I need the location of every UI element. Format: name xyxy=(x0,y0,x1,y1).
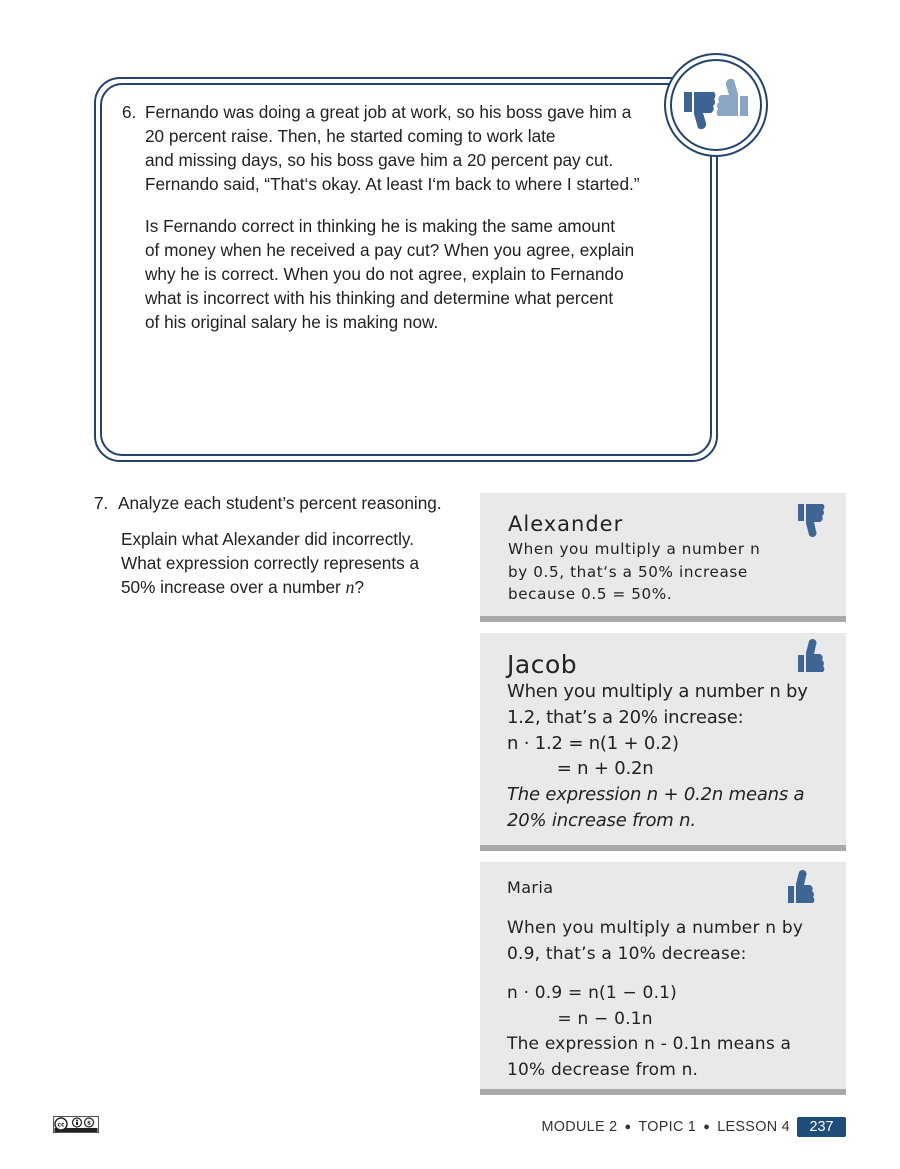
problem-6-paragraph-2 xyxy=(145,214,662,334)
text-line: Fernando was doing a great job at work, so his boss gave him a xyxy=(145,102,632,122)
text-line: by 0.5, that‘s a 50% increase xyxy=(508,562,748,581)
thumbs-up-icon xyxy=(796,639,832,675)
problem-7-heading: Analyze each student’s percent reasoning. xyxy=(118,493,442,513)
student-reasoning xyxy=(507,679,808,834)
module-label: MODULE 2 xyxy=(541,1119,618,1135)
problem-7-text xyxy=(94,491,464,599)
text-line: 0.9, that’s a 10% decrease: xyxy=(507,943,747,964)
text-line: The expression n - 0.1n means a xyxy=(507,1034,792,1054)
text-line: What expression correctly represents a xyxy=(121,553,420,573)
thumbs-down-icon xyxy=(796,503,832,539)
prompt-text: 50% increase over a number xyxy=(121,577,346,597)
bullet-separator: ● xyxy=(703,1121,711,1133)
text-line: 20% increase from n. xyxy=(507,809,696,831)
creative-commons-license-logo xyxy=(53,1116,99,1133)
text-line: When you multiply a number n xyxy=(508,540,761,558)
svg-text:$: $ xyxy=(87,1120,91,1127)
footer-breadcrumb xyxy=(541,1117,790,1137)
text-line: 1.2, that’s a 20% increase: xyxy=(507,706,744,728)
text-line: n · 0.9 = n(1 − 0.1) xyxy=(507,983,678,1003)
student-reasoning xyxy=(507,916,803,1083)
text-line: of money when he received a pay cut? When you agree, explain xyxy=(145,240,635,260)
svg-text:cc: cc xyxy=(57,1121,65,1129)
text-line: n · 1.2 = n(1 + 0.2) xyxy=(507,732,679,754)
text-line: why he is correct. When you do not agree, explain to Fernando xyxy=(145,264,624,284)
student-reasoning xyxy=(508,538,760,606)
text-line: because 0.5 = 50%. xyxy=(508,585,673,603)
text-line: The expression n + 0.2n means a xyxy=(507,784,805,806)
student-card-alexander xyxy=(480,493,846,622)
text-line: 10% decrease from n. xyxy=(507,1059,699,1080)
lesson-label: LESSON 4 xyxy=(717,1119,790,1135)
page-number: 237 xyxy=(797,1117,846,1137)
bullet-separator: ● xyxy=(624,1121,632,1133)
text-line: = n + 0.2n xyxy=(507,758,654,780)
thumbs-up-down-icon xyxy=(680,70,752,140)
thumbs-up-icon xyxy=(786,870,822,906)
text-line: = n − 0.1n xyxy=(507,1008,653,1029)
text-line: what is incorrect with his thinking and determine what percent xyxy=(145,288,614,308)
text-line: Explain what Alexander did incorrectly. xyxy=(121,529,414,549)
student-name: Maria xyxy=(507,878,554,897)
text-line xyxy=(121,575,464,599)
student-name: Jacob xyxy=(507,650,578,679)
text-line: of his original salary he is making now. xyxy=(145,312,439,332)
problem-6-paragraph-1 xyxy=(145,100,662,196)
text-line: Fernando said, “That‘s okay. At least I‘m back to where I started.” xyxy=(145,174,640,194)
prompt-end: ? xyxy=(354,577,365,597)
text-line: Is Fernando correct in thinking he is making the same amount xyxy=(145,216,616,236)
problem-number: 7. xyxy=(94,493,109,513)
topic-label: TOPIC 1 xyxy=(638,1119,697,1135)
student-card-maria xyxy=(480,862,846,1095)
text-line: When you multiply a number n by xyxy=(507,918,804,938)
problem-7-prompt xyxy=(121,527,464,599)
text-line: When you multiply a number n by xyxy=(507,681,808,702)
text-line: and missing days, so his boss gave him a 20 percent pay cut. xyxy=(145,150,614,170)
text-line: 20 percent raise. Then, he started coming to work late xyxy=(145,126,556,146)
problem-number: 6. xyxy=(122,102,137,122)
variable-n: n xyxy=(345,577,355,597)
spacer xyxy=(507,967,803,981)
student-name: Alexander xyxy=(508,512,624,536)
problem-6-text xyxy=(122,100,662,334)
student-card-jacob xyxy=(480,633,846,851)
